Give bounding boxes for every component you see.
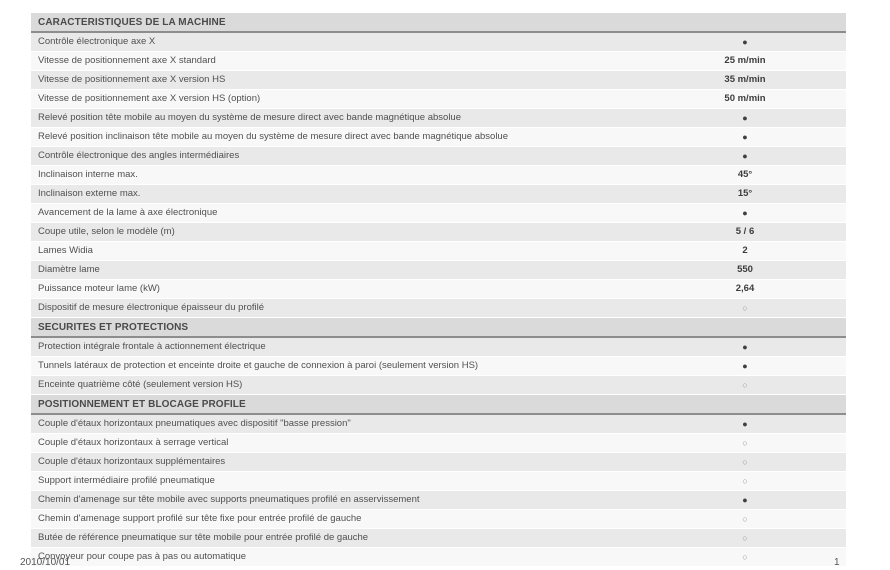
footer-date: 2010/10/01 [20, 557, 71, 568]
optional-mark-icon: ○ [742, 457, 748, 467]
spec-row [31, 299, 846, 318]
spec-sheet [31, 13, 846, 567]
spec-label: Coupe utile, selon le modèle (m) [38, 226, 175, 237]
section-0 [31, 13, 846, 318]
spec-label: Vitesse de positionnement axe X version HS [38, 74, 226, 85]
optional-mark-icon: ○ [742, 303, 748, 313]
spec-row [31, 510, 846, 529]
spec-row [31, 376, 846, 395]
spec-label: Couple d'étaux horizontaux supplémentaires [38, 456, 226, 467]
standard-mark-icon: ● [742, 37, 748, 47]
spec-row [31, 147, 846, 166]
spec-label: Chemin d'amenage support profilé sur tête fixe pour entrée profilé de gauche [38, 513, 362, 524]
spec-label: Convoyeur pour coupe pas à pas ou automatique [38, 551, 247, 562]
spec-row [31, 33, 846, 52]
optional-mark-icon: ○ [742, 514, 748, 524]
spec-value: 2 [742, 245, 748, 256]
spec-label: Relevé position tête mobile au moyen du système de mesure direct avec bande magnétique absolue [38, 112, 462, 123]
optional-mark-icon: ○ [742, 380, 748, 390]
spec-value: 45° [737, 169, 753, 180]
spec-row [31, 434, 846, 453]
spec-label: Butée de référence pneumatique sur tête mobile pour entrée profilé de gauche [38, 532, 369, 543]
spec-label: Inclinaison externe max. [38, 188, 141, 199]
spec-label: Vitesse de positionnement axe X version HS (option) [38, 93, 261, 104]
spec-row [31, 128, 846, 147]
spec-row [31, 204, 846, 223]
standard-mark-icon: ● [742, 361, 748, 371]
spec-label: Protection intégrale frontale à actionnement électrique [38, 341, 266, 352]
spec-label: Puissance moteur lame (kW) [38, 283, 160, 294]
spec-row [31, 529, 846, 548]
section-header: CARACTERISTIQUES DE LA MACHINE [31, 13, 846, 33]
spec-row [31, 261, 846, 280]
standard-mark-icon: ● [742, 342, 748, 352]
spec-row [31, 90, 846, 109]
spec-label: Dispositif de mesure électronique épaisseur du profilé [38, 302, 265, 313]
spec-label: Tunnels latéraux de protection et enceinte droite et gauche de connexion à paroi (seulement version HS) [38, 360, 479, 371]
spec-row [31, 223, 846, 242]
spec-label: Diamètre lame [38, 264, 100, 275]
spec-label: Lames Widia [38, 245, 93, 256]
spec-label: Inclinaison interne max. [38, 169, 138, 180]
spec-label: Contrôle électronique axe X [38, 36, 156, 47]
spec-row [31, 491, 846, 510]
section-header: POSITIONNEMENT ET BLOCAGE PROFILE [31, 395, 846, 415]
optional-mark-icon: ○ [742, 476, 748, 486]
standard-mark-icon: ● [742, 132, 748, 142]
standard-mark-icon: ● [742, 113, 748, 123]
spec-row [31, 242, 846, 261]
spec-label: Relevé position inclinaison tête mobile au moyen du système de mesure direct avec bande magnétique absolue [38, 131, 508, 142]
spec-label: Enceinte quatrième côté (seulement version HS) [38, 379, 243, 390]
section-header: SECURITES ET PROTECTIONS [31, 318, 846, 338]
spec-row [31, 109, 846, 128]
section-2 [31, 395, 846, 567]
spec-label: Contrôle électronique des angles intermédiaires [38, 150, 240, 161]
spec-label: Chemin d'amenage sur tête mobile avec supports pneumatiques profilé en asservissement [38, 494, 420, 505]
optional-mark-icon: ○ [742, 552, 748, 562]
spec-label: Couple d'étaux horizontaux à serrage vertical [38, 437, 229, 448]
spec-value: 25 m/min [724, 55, 766, 66]
spec-value: 5 / 6 [735, 226, 755, 237]
spec-value: 2,64 [735, 283, 755, 294]
spec-row [31, 280, 846, 299]
spec-row [31, 166, 846, 185]
spec-row [31, 71, 846, 90]
spec-row [31, 415, 846, 434]
spec-label: Vitesse de positionnement axe X standard [38, 55, 216, 66]
standard-mark-icon: ● [742, 419, 748, 429]
section-1 [31, 318, 846, 395]
spec-row [31, 52, 846, 71]
spec-label: Couple d'étaux horizontaux pneumatiques avec dispositif "basse pression" [38, 418, 351, 429]
page-footer [0, 557, 890, 570]
footer-page-number: 1 [834, 557, 840, 568]
standard-mark-icon: ● [742, 151, 748, 161]
spec-label: Support intermédiaire profilé pneumatique [38, 475, 215, 486]
standard-mark-icon: ● [742, 495, 748, 505]
spec-row [31, 185, 846, 204]
spec-row [31, 453, 846, 472]
spec-row [31, 338, 846, 357]
optional-mark-icon: ○ [742, 533, 748, 543]
spec-value: 35 m/min [724, 74, 766, 85]
spec-label: Avancement de la lame à axe électronique [38, 207, 218, 218]
spec-value: 550 [737, 264, 753, 275]
spec-row [31, 472, 846, 491]
optional-mark-icon: ○ [742, 438, 748, 448]
spec-row [31, 357, 846, 376]
spec-value: 15° [737, 188, 753, 199]
spec-value: 50 m/min [724, 93, 766, 104]
standard-mark-icon: ● [742, 208, 748, 218]
